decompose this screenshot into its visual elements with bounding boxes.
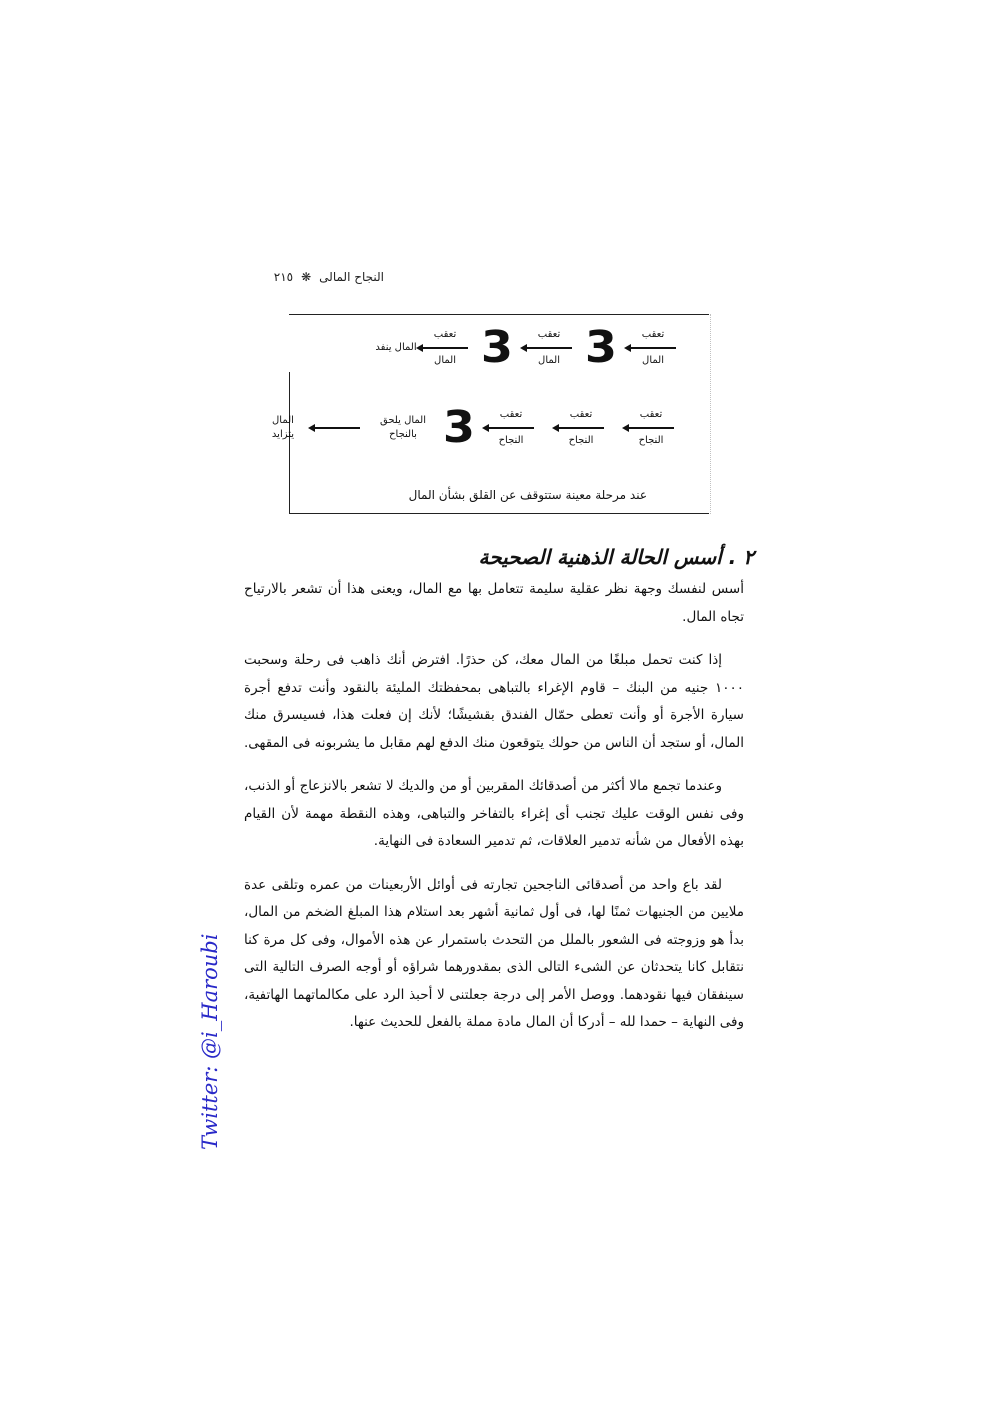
step-label-top: تعقب	[537, 329, 561, 340]
paragraph: أسس لنفسك وجهة نظر عقلية سليمة تتعامل بها مع المال، ويعنى هذا أن تشعر بالارتياح تجاه المال.	[244, 581, 744, 625]
flow-step	[417, 328, 473, 368]
flow-step	[553, 408, 609, 448]
diagram-caption: عند مرحلة معينة ستتوقف عن القلق بشأن المال	[408, 488, 647, 502]
flow-end-label: المال يتزايد	[271, 415, 295, 440]
section-heading: ٢ . أسس الحالة الذهنية الصحيحة	[478, 544, 754, 569]
flow-step	[625, 328, 681, 368]
step-label-bottom: المال	[434, 355, 456, 366]
diagram-border-top	[289, 314, 709, 315]
arrow-left-icon	[558, 427, 604, 429]
paragraph: إذا كنت تحمل مبلغًا من المال معك، كن حذرًا. افترض أنك ذاهب فى رحلة وسحبت ١٠٠٠ جنيه من البنك – قاوم الإغراء بالتباهى بمحفظتك المليئة بالنقود وأنت تدفع أجرة سيارة الأجرة أو وأنت تعطى حمّال الفندق بقشيشًا؛ لأنك إن فعلت هذا، فسيسرق منك المال، أو ستجد أن الناس من حولك يتوقعون منك الدفع لهم مقابل ما يشربونه فى المقهى.	[244, 652, 744, 751]
step-label-bottom: النجاح	[498, 435, 524, 446]
arrow-left-icon	[526, 347, 572, 349]
flow-row-chasing-money	[375, 322, 681, 373]
twitter-watermark: Twitter: @i_Haroubi	[198, 933, 222, 1150]
page-header	[244, 266, 384, 288]
step-label-top: تعقب	[569, 409, 593, 420]
worry-symbol-icon: 3	[584, 322, 618, 373]
step-label-top: تعقب	[641, 329, 665, 340]
flow-step	[483, 408, 539, 448]
flow-row-chasing-success	[263, 402, 679, 453]
paragraph: وعندما تجمع مالا أكثر من أصدقائك المقربين أو من والديك لا تشعر بالانزعاج أو الذنب، وفى نفس الوقت عليك تجنب أى إغراء بالتفاخر والتباهى، وهذه النقطة مهمة لأن القيام بهذه الأفعال من شأنه تدمير العلاقات، ثم تدمير السعادة فى النهاية.	[244, 778, 744, 849]
money-flow-diagram	[271, 314, 709, 514]
running-title: النجاح المالى	[319, 270, 384, 284]
arrow-left-icon	[314, 427, 360, 429]
paragraph: لقد باع واحد من أصدقائى الناجحين تجارته فى أوائل الأربعينات من عمره وتلقى عدة ملايين من الجنيهات ثمنًا لها، فى أول ثمانية أشهر بعد استلام هذا المبلغ الضخم من المال، بدأ هو وزوجته فى الشعور بالملل من التحدث باستمرار عن هذه الأموال، وفى كل مرة كنا نتقابل كانا يتحدثان عن الشىء التالى الذى بمقدورهما شراؤه أو أوجه الصرف التالية التى سينفقان فيها نقودهما. ووصل الأمر إلى درجة جعلتنى لا أحبذ الرد على مكالماتهما الهاتفية، وفى النهاية – حمدا لله – أدركا أن المال مادة مملة بالفعل للحديث عنها.	[244, 876, 744, 1030]
worry-symbol-icon: 3	[442, 402, 476, 453]
arrow-left-icon	[628, 427, 674, 429]
flow-step	[623, 408, 679, 448]
step-label-bottom: النجاح	[638, 435, 664, 446]
flow-step	[521, 328, 577, 368]
step-label-bottom: المال	[538, 355, 560, 366]
arrow-left-icon	[488, 427, 534, 429]
ornament-icon: ❋	[301, 270, 312, 284]
step-label-bottom: النجاح	[568, 435, 594, 446]
step-label-top: تعقب	[639, 409, 663, 420]
flow-end-label: المال ينفد	[375, 342, 417, 353]
arrow-left-icon	[630, 347, 676, 349]
step-label-top: تعقب	[499, 409, 523, 420]
arrow-left-icon	[422, 347, 468, 349]
worry-symbol-icon: 3	[480, 322, 514, 373]
page-number: ٢١٥	[273, 270, 294, 284]
body-text	[244, 576, 744, 1053]
flow-step	[309, 408, 365, 448]
diagram-border-right	[708, 314, 711, 514]
flow-mid-label: المال يلحق بالنجاح	[380, 415, 426, 440]
step-label-bottom: المال	[642, 355, 664, 366]
step-label-top: تعقب	[433, 329, 457, 340]
diagram-border-bottom	[289, 513, 709, 514]
